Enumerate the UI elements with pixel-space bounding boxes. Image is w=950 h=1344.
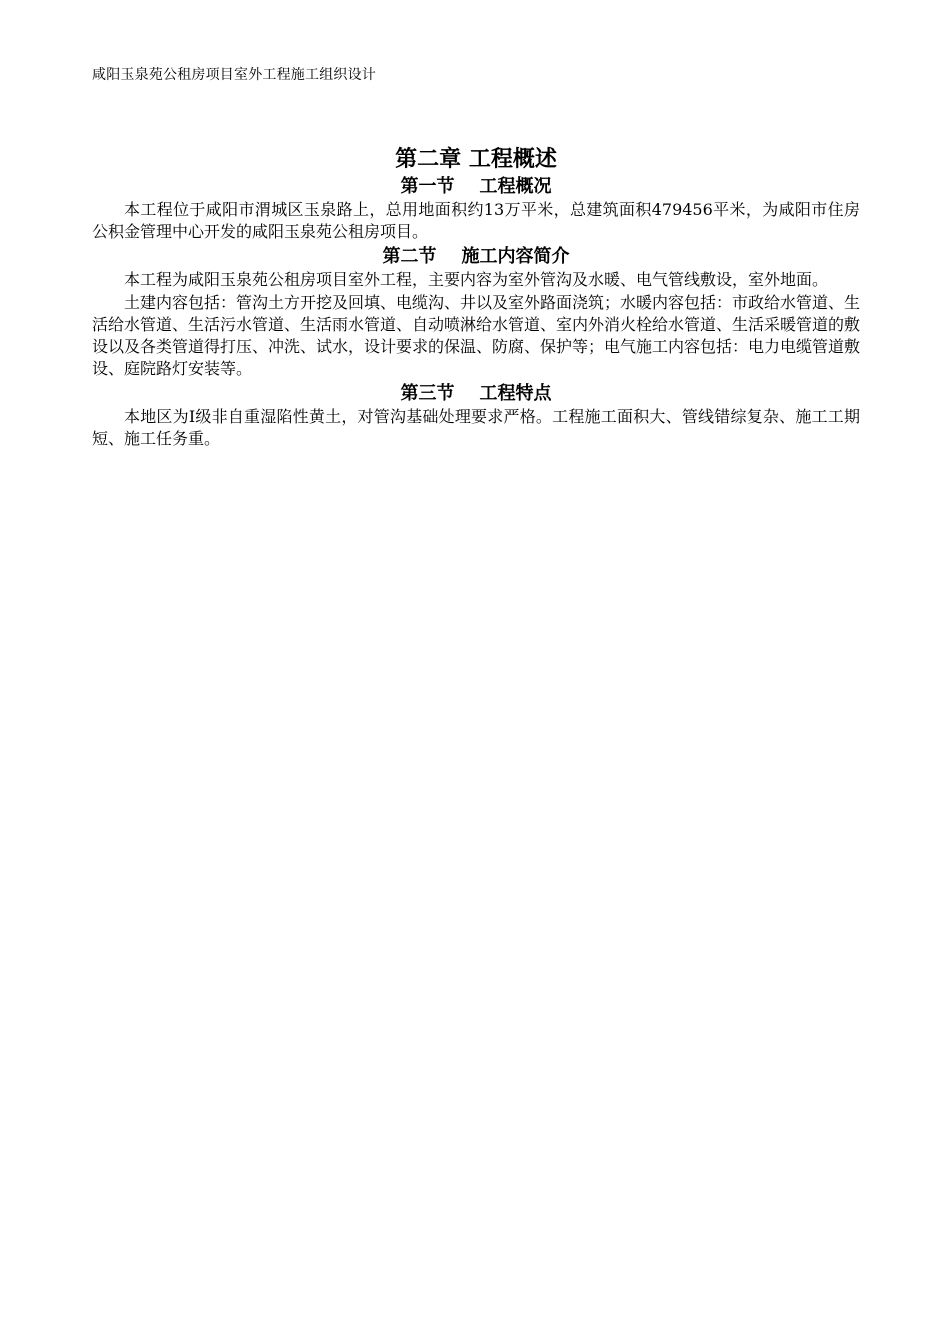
section-title-3: 第三节 工程特点	[400, 383, 552, 404]
chapter-title: 第二章 工程概述	[395, 146, 557, 172]
chapter-content	[92, 144, 860, 451]
paragraph: 本工程为咸阳玉泉苑公租房项目室外工程，主要内容为室外管沟及水暖、电气管线敷设，室外地面。	[124, 270, 829, 289]
paragraph: 土建内容包括：管沟土方开挖及回填、电缆沟、井以及室外路面浇筑；水暖内容包括：市政给水管道、生活给水管道、生活污水管道、生活雨水管道、自动喷淋给水管道、室内外消火栓给水管道、生活采暖管道的敷设以及各类管道得打压、冲洗、试水，设计要求的保温、防腐、保护等；电气施工内容包括：电力电缆管道敷设、庭院路灯安装等。	[92, 293, 861, 378]
paragraph: 本工程位于咸阳市渭城区玉泉路上，总用地面积约13万平米，总建筑面积479456平米，为咸阳市住房公积金管理中心开发的咸阳玉泉苑公租房项目。	[92, 200, 860, 241]
section-title-1: 第一节 工程概况	[400, 176, 552, 197]
paragraph: 本地区为Ⅰ级非自重湿陷性黄土，对管沟基础处理要求严格。工程施工面积大、管线错综复杂、施工工期短、施工任务重。	[92, 407, 860, 448]
section-title-2: 第二节 施工内容简介	[382, 246, 570, 267]
running-header: 咸阳玉泉苑公租房项目室外工程施工组织设计	[92, 67, 376, 83]
